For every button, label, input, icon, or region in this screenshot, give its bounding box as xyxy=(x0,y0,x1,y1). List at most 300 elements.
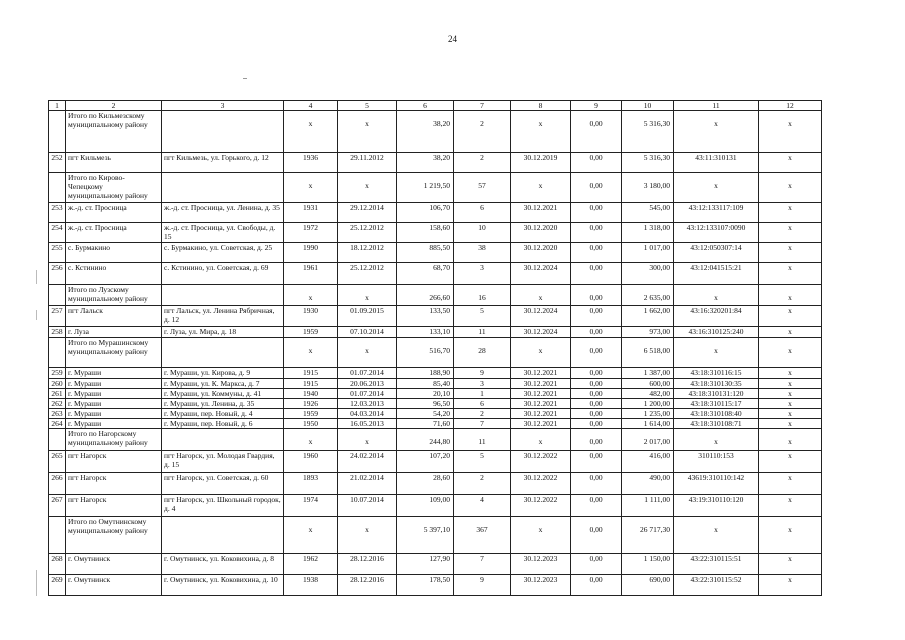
recognition-date: 21.02.2014 xyxy=(338,473,397,495)
address: с. Бурмакино, ул. Советская, д. 25 xyxy=(162,243,284,263)
col10-value: 1 017,00 xyxy=(622,243,674,263)
building-row xyxy=(49,419,822,429)
residents: 28 xyxy=(454,338,511,368)
recognition-date: x xyxy=(338,429,397,451)
row-number xyxy=(49,338,66,368)
cadastral-number: 43:16:310125:240 xyxy=(674,327,759,338)
address: с. Кстинино, ул. Советская, д. 69 xyxy=(162,263,284,285)
address: пгт Нагорск, ул. Школьный городок, д. 4 xyxy=(162,495,284,517)
recognition-date: 24.02.2014 xyxy=(338,451,397,473)
row-number xyxy=(49,517,66,554)
col12-value: x xyxy=(759,368,822,379)
recognition-date: 29.12.2014 xyxy=(338,203,397,223)
area: 85,40 xyxy=(397,379,454,389)
residents: 1 xyxy=(454,389,511,399)
row-number: 256 xyxy=(49,263,66,285)
locality: пгт Лальск xyxy=(66,306,162,327)
row-number: 263 xyxy=(49,409,66,419)
row-number: 266 xyxy=(49,473,66,495)
district-name: Итого по Омутнинскому муниципальному району xyxy=(66,517,162,554)
col12-value: x xyxy=(759,379,822,389)
recognition-date: 28.12.2016 xyxy=(338,575,397,596)
col12-value: x xyxy=(759,263,822,285)
address: г. Омутнинск, ул. Коковихина, д. 8 xyxy=(162,554,284,575)
col10-value: 1 111,00 xyxy=(622,495,674,517)
residents: 2 xyxy=(454,409,511,419)
col9-value: 0,00 xyxy=(571,517,622,554)
building-row xyxy=(49,399,822,409)
address xyxy=(162,429,284,451)
cadastral-number: 43:12:041515:21 xyxy=(674,263,759,285)
year: 1960 xyxy=(284,451,338,473)
cadastral-number: 43:12:133107:0090 xyxy=(674,223,759,243)
address: г. Мураши, ул. Кирова, д. 9 xyxy=(162,368,284,379)
col9-value: 0,00 xyxy=(571,429,622,451)
row-number: 253 xyxy=(49,203,66,223)
area: 127,90 xyxy=(397,554,454,575)
relocation-date: 30.12.2024 xyxy=(511,327,571,338)
locality: пгт Нагорск xyxy=(66,451,162,473)
relocation-date: 30.12.2021 xyxy=(511,389,571,399)
district-total-row xyxy=(49,517,822,554)
col9-value: 0,00 xyxy=(571,379,622,389)
col9-value: 0,00 xyxy=(571,263,622,285)
year: 1950 xyxy=(284,419,338,429)
col12-value: x xyxy=(759,399,822,409)
year: 1990 xyxy=(284,243,338,263)
relocation-date: 30.12.2022 xyxy=(511,473,571,495)
address: ж.-д. ст. Просница, ул. Свободы, д. 15 xyxy=(162,223,284,243)
page-number: 24 xyxy=(448,34,457,44)
building-row xyxy=(49,263,822,285)
col12-value: x xyxy=(759,306,822,327)
relocation-date: x xyxy=(511,285,571,306)
area: 68,70 xyxy=(397,263,454,285)
recognition-date: x xyxy=(338,285,397,306)
column-number: 3 xyxy=(162,101,284,111)
cadastral-number: 43619:310110:142 xyxy=(674,473,759,495)
address: ж.-д. ст. Просница, ул. Ленина, д. 35 xyxy=(162,203,284,223)
address: пгт Кильмезь, ул. Горького, д. 12 xyxy=(162,153,284,173)
col12-value: x xyxy=(759,111,822,153)
col12-value: x xyxy=(759,153,822,173)
col10-value: 1 200,00 xyxy=(622,399,674,409)
cadastral-number: 43:11:310131 xyxy=(674,153,759,173)
year: x xyxy=(284,285,338,306)
address xyxy=(162,338,284,368)
area: 133,10 xyxy=(397,327,454,338)
recognition-date: x xyxy=(338,517,397,554)
relocation-date: 30.12.2021 xyxy=(511,203,571,223)
recognition-date: 20.06.2013 xyxy=(338,379,397,389)
row-number: 254 xyxy=(49,223,66,243)
relocation-date: x xyxy=(511,429,571,451)
area: 96,50 xyxy=(397,399,454,409)
col12-value: x xyxy=(759,327,822,338)
district-name: Итого по Кирово-Чепецкому муниципальному району xyxy=(66,173,162,203)
column-number: 12 xyxy=(759,101,822,111)
col10-value: 1 662,00 xyxy=(622,306,674,327)
col10-value: 2 635,00 xyxy=(622,285,674,306)
recognition-date: x xyxy=(338,111,397,153)
year: x xyxy=(284,338,338,368)
col12-value: x xyxy=(759,409,822,419)
col9-value: 0,00 xyxy=(571,306,622,327)
col9-value: 0,00 xyxy=(571,495,622,517)
area: 5 397,10 xyxy=(397,517,454,554)
relocation-date: x xyxy=(511,173,571,203)
locality: пгт Кильмезь xyxy=(66,153,162,173)
year: 1930 xyxy=(284,306,338,327)
row-number: 255 xyxy=(49,243,66,263)
year: 1915 xyxy=(284,379,338,389)
col12-value: x xyxy=(759,473,822,495)
column-number: 6 xyxy=(397,101,454,111)
row-number: 269 xyxy=(49,575,66,596)
relocation-date: 30.12.2023 xyxy=(511,554,571,575)
year: 1936 xyxy=(284,153,338,173)
col9-value: 0,00 xyxy=(571,173,622,203)
building-row xyxy=(49,223,822,243)
cadastral-number: x xyxy=(674,173,759,203)
residents: 7 xyxy=(454,554,511,575)
area: 20,10 xyxy=(397,389,454,399)
row-number xyxy=(49,429,66,451)
col10-value: 26 717,30 xyxy=(622,517,674,554)
row-number: 252 xyxy=(49,153,66,173)
recognition-date: 12.03.2013 xyxy=(338,399,397,409)
relocation-date: x xyxy=(511,517,571,554)
residents: 2 xyxy=(454,111,511,153)
relocation-date: x xyxy=(511,111,571,153)
residents: 5 xyxy=(454,451,511,473)
address: пгт Лальск, ул. Ленина Рябричная, д. 12 xyxy=(162,306,284,327)
residents: 57 xyxy=(454,173,511,203)
col12-value: x xyxy=(759,285,822,306)
locality: г. Омутнинск xyxy=(66,575,162,596)
district-name: Итого по Нагорскому муниципальному району xyxy=(66,429,162,451)
col9-value: 0,00 xyxy=(571,223,622,243)
col9-value: 0,00 xyxy=(571,575,622,596)
col12-value: x xyxy=(759,223,822,243)
locality: г. Мураши xyxy=(66,399,162,409)
col12-value: x xyxy=(759,495,822,517)
cadastral-number: 43:12:050307:14 xyxy=(674,243,759,263)
col10-value: 416,00 xyxy=(622,451,674,473)
area: 244,80 xyxy=(397,429,454,451)
col10-value: 1 235,00 xyxy=(622,409,674,419)
cadastral-number: 43:18:310108:71 xyxy=(674,419,759,429)
col10-value: 600,00 xyxy=(622,379,674,389)
district-total-row xyxy=(49,173,822,203)
building-row xyxy=(49,389,822,399)
col9-value: 0,00 xyxy=(571,153,622,173)
building-row xyxy=(49,554,822,575)
col9-value: 0,00 xyxy=(571,203,622,223)
col10-value: 1 387,00 xyxy=(622,368,674,379)
cadastral-number: 43:22:310115:52 xyxy=(674,575,759,596)
residents: 3 xyxy=(454,263,511,285)
cadastral-number: x xyxy=(674,429,759,451)
relocation-date: 30.12.2022 xyxy=(511,495,571,517)
recognition-date: 29.11.2012 xyxy=(338,153,397,173)
relocation-date: 30.12.2021 xyxy=(511,368,571,379)
relocation-date: 30.12.2020 xyxy=(511,243,571,263)
col9-value: 0,00 xyxy=(571,399,622,409)
area: 107,20 xyxy=(397,451,454,473)
address xyxy=(162,517,284,554)
residents: 11 xyxy=(454,429,511,451)
recognition-date: 01.07.2014 xyxy=(338,368,397,379)
cadastral-number: 43:18:310131:120 xyxy=(674,389,759,399)
col12-value: x xyxy=(759,554,822,575)
recognition-date: 10.07.2014 xyxy=(338,495,397,517)
relocation-date: 30.12.2020 xyxy=(511,223,571,243)
residents: 9 xyxy=(454,368,511,379)
recognition-date: 25.12.2012 xyxy=(338,263,397,285)
column-number: 4 xyxy=(284,101,338,111)
col9-value: 0,00 xyxy=(571,409,622,419)
col12-value: x xyxy=(759,419,822,429)
col10-value: 973,00 xyxy=(622,327,674,338)
row-number xyxy=(49,111,66,153)
row-number: 257 xyxy=(49,306,66,327)
col9-value: 0,00 xyxy=(571,419,622,429)
relocation-date: 30.12.2021 xyxy=(511,409,571,419)
residents: 5 xyxy=(454,306,511,327)
cadastral-number: 43:18:310130:35 xyxy=(674,379,759,389)
cadastral-number: 43:18:310115:17 xyxy=(674,399,759,409)
cadastral-number: x xyxy=(674,338,759,368)
column-number: 10 xyxy=(622,101,674,111)
address: г. Мураши, ул. К. Маркса, д. 7 xyxy=(162,379,284,389)
housing-table xyxy=(48,100,822,596)
address: г. Мураши, пер. Новый, д. 6 xyxy=(162,419,284,429)
residents: 6 xyxy=(454,203,511,223)
building-row xyxy=(49,243,822,263)
row-number: 265 xyxy=(49,451,66,473)
address xyxy=(162,285,284,306)
residents: 10 xyxy=(454,223,511,243)
relocation-date: 30.12.2024 xyxy=(511,306,571,327)
relocation-date: 30.12.2019 xyxy=(511,153,571,173)
year: 1893 xyxy=(284,473,338,495)
cadastral-number: 43:12:133117:109 xyxy=(674,203,759,223)
cadastral-number: x xyxy=(674,285,759,306)
relocation-date: 30.12.2021 xyxy=(511,399,571,409)
recognition-date: x xyxy=(338,338,397,368)
residents: 2 xyxy=(454,153,511,173)
col10-value: 1 150,00 xyxy=(622,554,674,575)
area: 38,20 xyxy=(397,153,454,173)
locality: г. Мураши xyxy=(66,379,162,389)
col10-value: 300,00 xyxy=(622,263,674,285)
relocation-date: 30.12.2022 xyxy=(511,451,571,473)
column-number: 8 xyxy=(511,101,571,111)
col12-value: x xyxy=(759,338,822,368)
scan-speck xyxy=(243,78,247,79)
building-row xyxy=(49,575,822,596)
year: x xyxy=(284,173,338,203)
column-number: 2 xyxy=(66,101,162,111)
year: x xyxy=(284,429,338,451)
area: 188,90 xyxy=(397,368,454,379)
recognition-date: 25.12.2012 xyxy=(338,223,397,243)
col10-value: 6 518,00 xyxy=(622,338,674,368)
relocation-date: 30.12.2021 xyxy=(511,419,571,429)
col10-value: 2 017,00 xyxy=(622,429,674,451)
residents: 4 xyxy=(454,495,511,517)
residents: 3 xyxy=(454,379,511,389)
locality: ж.-д. ст. Просница xyxy=(66,203,162,223)
col9-value: 0,00 xyxy=(571,473,622,495)
cadastral-number: 43:22:310115:51 xyxy=(674,554,759,575)
building-row xyxy=(49,203,822,223)
col9-value: 0,00 xyxy=(571,554,622,575)
col12-value: x xyxy=(759,243,822,263)
area: 106,70 xyxy=(397,203,454,223)
cadastral-number: 310110:153 xyxy=(674,451,759,473)
year: 1961 xyxy=(284,263,338,285)
building-row xyxy=(49,451,822,473)
building-row xyxy=(49,306,822,327)
district-name: Итого по Лузскому муниципальному району xyxy=(66,285,162,306)
col10-value: 545,00 xyxy=(622,203,674,223)
address xyxy=(162,111,284,153)
residents: 11 xyxy=(454,327,511,338)
cadastral-number: 43:16:320201:84 xyxy=(674,306,759,327)
area: 158,60 xyxy=(397,223,454,243)
district-total-row xyxy=(49,338,822,368)
building-row xyxy=(49,327,822,338)
year: 1972 xyxy=(284,223,338,243)
col12-value: x xyxy=(759,203,822,223)
row-number: 264 xyxy=(49,419,66,429)
locality: г. Луза xyxy=(66,327,162,338)
residents: 2 xyxy=(454,473,511,495)
col9-value: 0,00 xyxy=(571,368,622,379)
district-name: Итого по Мурашинскому муниципальному району xyxy=(66,338,162,368)
col12-value: x xyxy=(759,173,822,203)
recognition-date: 01.07.2014 xyxy=(338,389,397,399)
column-number: 9 xyxy=(571,101,622,111)
col9-value: 0,00 xyxy=(571,285,622,306)
col10-value: 3 180,00 xyxy=(622,173,674,203)
area: 109,00 xyxy=(397,495,454,517)
year: 1959 xyxy=(284,409,338,419)
cadastral-number: x xyxy=(674,517,759,554)
residents: 9 xyxy=(454,575,511,596)
col9-value: 0,00 xyxy=(571,451,622,473)
col10-value: 1 614,00 xyxy=(622,419,674,429)
area: 28,60 xyxy=(397,473,454,495)
col10-value: 5 316,30 xyxy=(622,153,674,173)
residents: 6 xyxy=(454,399,511,409)
recognition-date: 01.09.2015 xyxy=(338,306,397,327)
recognition-date: 16.05.2013 xyxy=(338,419,397,429)
recognition-date: 07.10.2014 xyxy=(338,327,397,338)
building-row xyxy=(49,368,822,379)
relocation-date: x xyxy=(511,338,571,368)
area: 885,50 xyxy=(397,243,454,263)
year: 1974 xyxy=(284,495,338,517)
cadastral-number: x xyxy=(674,111,759,153)
address: г. Мураши, ул. Ленина, д. 35 xyxy=(162,399,284,409)
relocation-date: 30.12.2023 xyxy=(511,575,571,596)
col9-value: 0,00 xyxy=(571,327,622,338)
col10-value: 482,00 xyxy=(622,389,674,399)
locality: г. Мураши xyxy=(66,368,162,379)
locality: пгт Нагорск xyxy=(66,495,162,517)
building-row xyxy=(49,409,822,419)
address: г. Мураши, пер. Новый, д. 4 xyxy=(162,409,284,419)
row-number: 259 xyxy=(49,368,66,379)
locality: г. Мураши xyxy=(66,409,162,419)
year: 1940 xyxy=(284,389,338,399)
district-name: Итого по Кильмезскому муниципальному району xyxy=(66,111,162,153)
residents: 7 xyxy=(454,419,511,429)
column-number: 1 xyxy=(49,101,66,111)
locality: с. Кстинино xyxy=(66,263,162,285)
col10-value: 5 316,30 xyxy=(622,111,674,153)
locality: г. Мураши xyxy=(66,419,162,429)
cadastral-number: 43:19:310110:120 xyxy=(674,495,759,517)
col12-value: x xyxy=(759,429,822,451)
col9-value: 0,00 xyxy=(571,111,622,153)
building-row xyxy=(49,379,822,389)
row-number: 262 xyxy=(49,399,66,409)
area: 71,60 xyxy=(397,419,454,429)
row-number xyxy=(49,173,66,203)
cadastral-number: 43:18:310116:15 xyxy=(674,368,759,379)
recognition-date: 04.03.2014 xyxy=(338,409,397,419)
residents: 367 xyxy=(454,517,511,554)
year: x xyxy=(284,517,338,554)
building-row xyxy=(49,495,822,517)
year: 1931 xyxy=(284,203,338,223)
building-row xyxy=(49,473,822,495)
cadastral-number: 43:18:310108:40 xyxy=(674,409,759,419)
row-number: 267 xyxy=(49,495,66,517)
address: г. Мураши, ул. Коммуны, д. 41 xyxy=(162,389,284,399)
column-number: 11 xyxy=(674,101,759,111)
year: 1962 xyxy=(284,554,338,575)
address xyxy=(162,173,284,203)
row-number: 261 xyxy=(49,389,66,399)
margin-marks xyxy=(36,270,37,600)
address: г. Омутнинск, ул. Коковихина, д. 10 xyxy=(162,575,284,596)
column-number: 7 xyxy=(454,101,511,111)
district-total-row xyxy=(49,429,822,451)
year: 1959 xyxy=(284,327,338,338)
col9-value: 0,00 xyxy=(571,389,622,399)
locality: г. Омутнинск xyxy=(66,554,162,575)
area: 133,50 xyxy=(397,306,454,327)
residents: 38 xyxy=(454,243,511,263)
district-total-row xyxy=(49,111,822,153)
column-numbers-row xyxy=(49,101,822,111)
residents: 16 xyxy=(454,285,511,306)
area: 266,60 xyxy=(397,285,454,306)
year: x xyxy=(284,111,338,153)
col12-value: x xyxy=(759,451,822,473)
column-number: 5 xyxy=(338,101,397,111)
address: пгт Нагорск, ул. Молодая Гвардия, д. 15 xyxy=(162,451,284,473)
col9-value: 0,00 xyxy=(571,243,622,263)
address: пгт Нагорск, ул. Советская, д. 60 xyxy=(162,473,284,495)
row-number xyxy=(49,285,66,306)
row-number: 268 xyxy=(49,554,66,575)
